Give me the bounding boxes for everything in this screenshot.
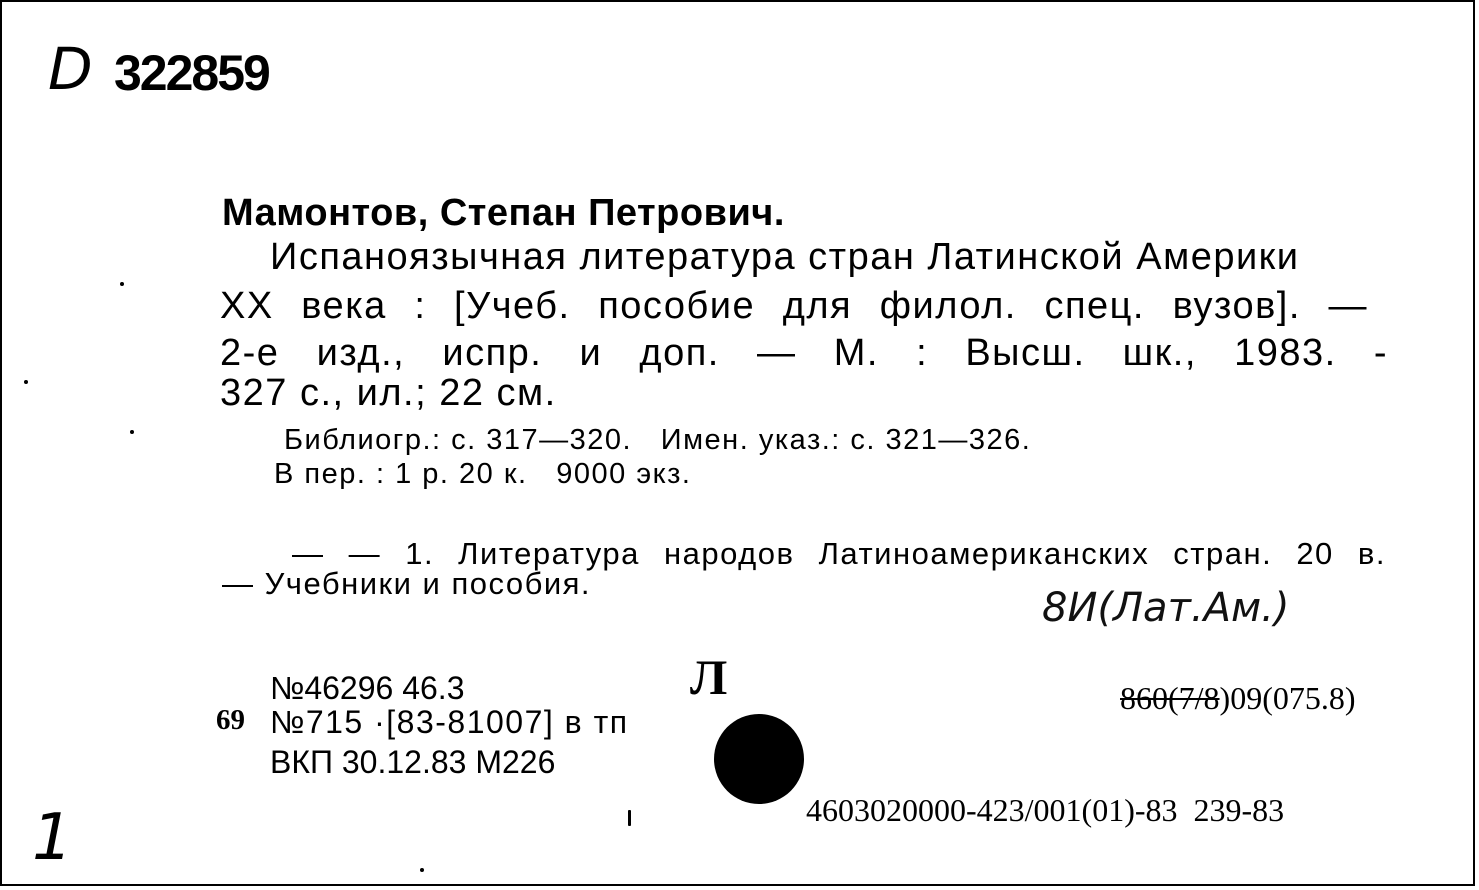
subject-line-2: — Учебники и пособия. xyxy=(222,566,592,601)
speck-mark xyxy=(420,868,424,872)
udc-remaining: )09(075.8) xyxy=(1219,680,1356,716)
card-index-number: 69 xyxy=(216,704,245,736)
speck-mark xyxy=(120,282,124,286)
title-line-2: XX века : [Учеб. пособие для филол. спец. вузов]. — xyxy=(220,285,1368,327)
speck-mark xyxy=(24,380,28,384)
title-line-1: Испаноязычная литература стран Латинской Америки xyxy=(270,236,1300,278)
handwritten-sheet-number: 1 xyxy=(32,801,73,875)
letter-mark: Л xyxy=(690,649,728,705)
title-line-3: 2-е изд., испр. и доп. — М. : Высш. шк., 1983. - xyxy=(220,332,1388,374)
udc-struck-part: 860(7/8 xyxy=(1120,680,1220,716)
speck-mark xyxy=(628,810,631,826)
price-note: В пер. : 1 р. 20 к. 9000 экз. xyxy=(274,458,692,490)
subject-line-1: — — 1. Литература народов Латиноамериканских стран. 20 в. xyxy=(292,536,1386,571)
speck-mark xyxy=(130,430,134,434)
registry-line-3: ВКП 30.12.83 М226 xyxy=(270,744,556,780)
accession-number: 322859 xyxy=(114,45,269,101)
bibliography-note: Библиогр.: с. 317—320. Имен. указ.: с. 321—326. xyxy=(284,424,1032,456)
punched-hole xyxy=(714,714,804,804)
handwritten-classification: 8И(Лат.Ам.) xyxy=(1042,585,1290,631)
registry-line-1: №46296 46.3 xyxy=(270,670,465,706)
title-line-4: 327 с., ил.; 22 см. xyxy=(220,372,557,414)
udc-classification xyxy=(1088,650,1356,746)
publisher-code: 4603020000-423/001(01)-83 239-83 xyxy=(806,792,1285,828)
accession-letter: D xyxy=(48,35,93,103)
registry-line-2: №715 ·[83-81007] в тп xyxy=(270,704,629,740)
author-heading: Мамонтов, Степан Петрович. xyxy=(222,192,785,234)
